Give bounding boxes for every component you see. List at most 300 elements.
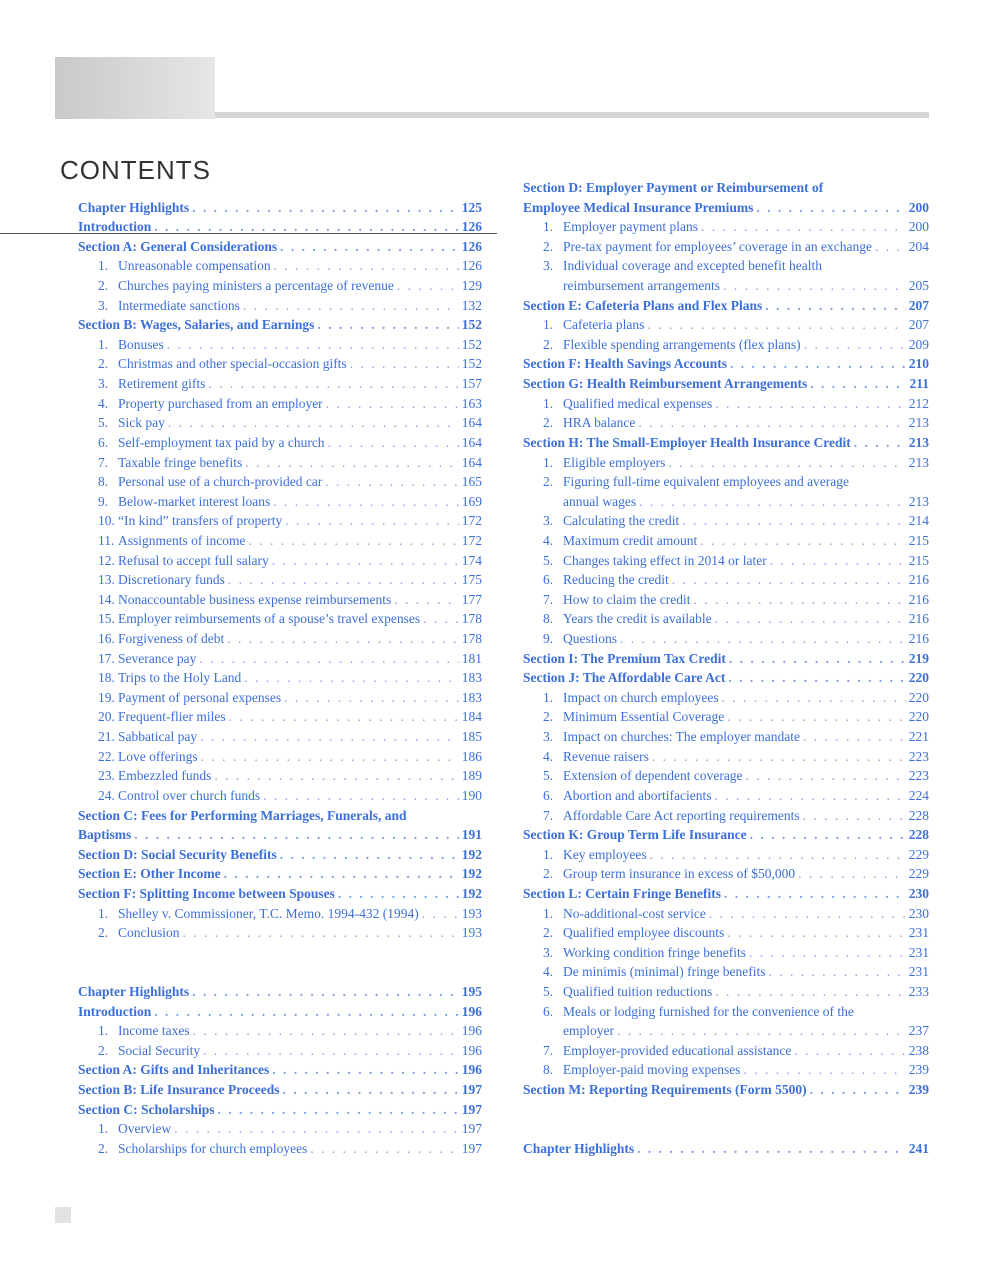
- toc-section-entry[interactable]: [523, 1141, 929, 1161]
- toc-item-entry[interactable]: [523, 729, 929, 749]
- dot-leader: [199, 651, 458, 667]
- dot-leader: [650, 847, 906, 863]
- toc-item-entry[interactable]: [523, 709, 929, 729]
- dot-leader: [749, 945, 906, 961]
- toc-page-number: 152: [461, 356, 482, 372]
- page-title: CONTENTS: [60, 155, 211, 185]
- dot-leader: [810, 376, 906, 392]
- toc-page-number: 196: [461, 1023, 482, 1039]
- toc-page-number: 207: [908, 317, 929, 333]
- dot-leader: [168, 415, 459, 431]
- dot-leader: [743, 1062, 905, 1078]
- dot-leader: [652, 749, 906, 765]
- toc-item-entry[interactable]: [78, 376, 482, 396]
- toc-item-number: 5.: [543, 552, 554, 568]
- toc-page-number: 185: [461, 729, 482, 745]
- dot-leader: [715, 984, 906, 1000]
- toc-page-number: 209: [908, 336, 929, 352]
- toc-item-entry[interactable]: [523, 553, 929, 573]
- toc-page-number: 191: [461, 827, 482, 843]
- toc-item-entry[interactable]: [523, 592, 929, 612]
- toc-page-number: 216: [908, 611, 929, 627]
- toc-page-number: 213: [908, 434, 929, 450]
- toc-section-entry[interactable]: [78, 827, 482, 847]
- toc-page-number: 197: [461, 1140, 482, 1156]
- toc-item-entry[interactable]: [523, 1062, 929, 1082]
- toc-entry-label: Pre-tax payment for employees’ coverage in an exchange: [563, 238, 872, 254]
- toc-entry-label: Figuring full-time equivalent employees and average: [563, 474, 850, 490]
- toc-entry-label: Section H: The Small-Employer Health Insurance Credit: [523, 434, 851, 450]
- toc-item-entry[interactable]: [78, 356, 482, 376]
- toc-item-number: 8.: [543, 1062, 554, 1078]
- toc-section-entry[interactable]: [78, 808, 482, 828]
- toc-item-entry[interactable]: [523, 572, 929, 592]
- toc-item-entry[interactable]: [78, 415, 482, 435]
- toc-entry-label: Impact on churches: The employer mandate: [563, 729, 801, 745]
- toc-section-entry[interactable]: [78, 239, 482, 259]
- toc-entry-label: Reducing the credit: [563, 572, 669, 588]
- toc-entry-label: Working condition fringe benefits: [563, 944, 746, 960]
- toc-item-number: 21.: [98, 729, 115, 745]
- toc-entry-label: Section F: Splitting Income between Spouses: [78, 885, 335, 901]
- toc-item-number: 6.: [543, 572, 554, 588]
- toc-entry-label: Introduction: [78, 219, 152, 235]
- toc-entry-label: Changes taking effect in 2014 or later: [563, 552, 767, 568]
- toc-item-entry[interactable]: [523, 749, 929, 769]
- toc-item-number: 5.: [543, 983, 554, 999]
- toc-section-entry[interactable]: [523, 1082, 929, 1102]
- toc-page-number: 169: [461, 493, 482, 509]
- dot-leader: [243, 298, 459, 314]
- toc-entry-label: Social Security: [118, 1042, 201, 1058]
- toc-item-entry[interactable]: [78, 298, 482, 318]
- toc-item-entry[interactable]: [78, 670, 482, 690]
- toc-page-number: 229: [908, 846, 929, 862]
- toc-item-entry[interactable]: [523, 984, 929, 1004]
- toc-item-number: 1.: [543, 905, 554, 921]
- toc-page-number: 197: [461, 1101, 482, 1117]
- toc-entry-label: Introduction: [78, 1003, 152, 1019]
- toc-entry-label: Churches paying ministers a percentage of revenue: [118, 278, 394, 294]
- toc-item-number: 1.: [543, 219, 554, 235]
- toc-section-entry[interactable]: [78, 1004, 482, 1024]
- dot-leader: [317, 317, 458, 333]
- toc-item-number: 1.: [98, 258, 109, 274]
- toc-item-entry[interactable]: [78, 435, 482, 455]
- toc-item-entry[interactable]: [78, 592, 482, 612]
- dot-leader: [701, 219, 906, 235]
- toc-item-entry[interactable]: [523, 513, 929, 533]
- dot-leader: [310, 1141, 458, 1157]
- toc-item-number: 8.: [98, 474, 109, 490]
- dot-leader: [249, 533, 459, 549]
- toc-page-number: 183: [461, 670, 482, 686]
- toc-entry-label: Section B: Wages, Salaries, and Earnings: [78, 317, 315, 333]
- toc-item-entry[interactable]: [523, 690, 929, 710]
- toc-item-entry[interactable]: [78, 729, 482, 749]
- toc-item-entry[interactable]: [78, 455, 482, 475]
- toc-entry-label: Section E: Other Income: [78, 866, 221, 882]
- toc-page-number: 224: [908, 787, 929, 803]
- toc-item-entry[interactable]: [78, 651, 482, 671]
- toc-section-entry[interactable]: [78, 219, 482, 239]
- toc-entry-label: employer: [563, 1023, 614, 1039]
- dot-leader: [723, 278, 906, 294]
- toc-item-entry[interactable]: [78, 925, 482, 945]
- toc-item-entry[interactable]: [78, 396, 482, 416]
- toc-item-entry[interactable]: [78, 1141, 482, 1161]
- dot-leader: [397, 278, 459, 294]
- toc-item-number: 2.: [543, 415, 554, 431]
- toc-section-entry[interactable]: [78, 1082, 482, 1102]
- toc-page-number: 181: [461, 650, 482, 666]
- toc-item-entry[interactable]: [523, 415, 929, 435]
- dot-leader: [803, 729, 906, 745]
- dot-leader: [280, 239, 459, 255]
- dot-leader: [637, 1141, 906, 1157]
- toc-item-number: 9.: [98, 493, 109, 509]
- toc-entry-label: HRA balance: [563, 415, 636, 431]
- toc-item-entry[interactable]: [523, 1004, 929, 1024]
- toc-page-number: 125: [461, 199, 482, 215]
- toc-entry-label: Refusal to accept full salary: [118, 552, 269, 568]
- toc-entry-label: Self-employment tax paid by a church: [118, 434, 325, 450]
- toc-entry-label: Sabbatical pay: [118, 729, 198, 745]
- toc-entry-label: Qualified tuition reductions: [563, 983, 713, 999]
- dot-leader: [728, 670, 905, 686]
- toc-entry-label: Discretionary funds: [118, 572, 225, 588]
- toc-item-entry[interactable]: [523, 1043, 929, 1063]
- toc-item-number: 18.: [98, 670, 115, 686]
- toc-right-column: [523, 180, 929, 1160]
- page-number-box: [55, 1207, 71, 1223]
- toc-item-number: 20.: [98, 709, 115, 725]
- toc-section-entry[interactable]: [78, 984, 482, 1004]
- toc-entry-label: Trips to the Holy Land: [118, 670, 242, 686]
- toc-entry-label: Chapter Highlights: [523, 1140, 635, 1156]
- dot-leader: [154, 1004, 458, 1020]
- dot-leader: [154, 219, 458, 235]
- toc-item-entry[interactable]: [78, 1121, 482, 1141]
- toc-item-entry[interactable]: [78, 1023, 482, 1043]
- toc-item-number: 23.: [98, 768, 115, 784]
- toc-page-number: 200: [908, 199, 929, 215]
- dot-leader: [672, 572, 906, 588]
- toc-item-entry[interactable]: [523, 631, 929, 651]
- toc-entry-label: Forgiveness of debt: [118, 631, 225, 647]
- toc-item-number: 2.: [543, 709, 554, 725]
- toc-item-entry[interactable]: [523, 964, 929, 984]
- dot-leader: [798, 866, 906, 882]
- toc-item-number: 17.: [98, 650, 115, 666]
- toc-entry-label: Property purchased from an employer: [118, 395, 323, 411]
- toc-entry-label: Section C: Scholarships: [78, 1101, 215, 1117]
- toc-item-entry[interactable]: [523, 396, 929, 416]
- toc-item-entry[interactable]: [523, 474, 929, 494]
- toc-item-number: 22.: [98, 748, 115, 764]
- toc-entry-label: Qualified medical expenses: [563, 395, 713, 411]
- dot-leader: [227, 631, 459, 647]
- toc-page-number: 165: [461, 474, 482, 490]
- dot-leader: [727, 709, 906, 725]
- toc-page-number: 193: [461, 905, 482, 921]
- toc-item-entry[interactable]: [78, 572, 482, 592]
- toc-item-number: 1.: [98, 905, 109, 921]
- toc-item-entry[interactable]: [523, 239, 929, 259]
- dot-leader: [668, 455, 905, 471]
- dot-leader: [768, 964, 905, 980]
- toc-item-number: 6.: [543, 1003, 554, 1019]
- toc-entry-label: Chapter Highlights: [78, 983, 190, 999]
- dot-leader: [715, 396, 906, 412]
- toc-item-number: 19.: [98, 689, 115, 705]
- dot-leader: [272, 1062, 458, 1078]
- toc-item-entry[interactable]: [78, 513, 482, 533]
- toc-item-number: 2.: [98, 925, 109, 941]
- dot-leader: [647, 317, 905, 333]
- toc-item-entry[interactable]: [78, 474, 482, 494]
- toc-item-entry[interactable]: [78, 788, 482, 808]
- toc-page-number: 228: [908, 807, 929, 823]
- toc-item-entry[interactable]: [523, 808, 929, 828]
- toc-item-number: 15.: [98, 611, 115, 627]
- toc-page-number: 220: [908, 670, 929, 686]
- toc-page-number: 197: [461, 1082, 482, 1098]
- toc-item-entry[interactable]: [78, 631, 482, 651]
- dot-leader: [214, 768, 458, 784]
- dot-leader: [394, 592, 458, 608]
- toc-item-entry[interactable]: [523, 278, 929, 298]
- toc-section-entry[interactable]: [523, 886, 929, 906]
- toc-item-entry[interactable]: [78, 553, 482, 573]
- toc-section-entry[interactable]: [523, 651, 929, 671]
- toc-item-number: 2.: [543, 238, 554, 254]
- dot-leader: [193, 1023, 459, 1039]
- toc-entry-label: “In kind” transfers of property: [118, 513, 283, 529]
- toc-section-entry[interactable]: [523, 200, 929, 220]
- toc-entry-label: Christmas and other special-occasion gifts: [118, 356, 347, 372]
- dot-leader: [192, 200, 459, 216]
- toc-entry-label: Years the credit is available: [563, 611, 712, 627]
- toc-page-number: 174: [461, 552, 482, 568]
- toc-page-number: 164: [461, 415, 482, 431]
- toc-item-number: 9.: [543, 631, 554, 647]
- toc-page-number: 241: [908, 1140, 929, 1156]
- dot-leader: [263, 788, 459, 804]
- toc-item-entry[interactable]: [78, 768, 482, 788]
- toc-section-entry[interactable]: [523, 435, 929, 455]
- toc-section-entry[interactable]: [78, 1102, 482, 1122]
- toc-item-number: 4.: [543, 748, 554, 764]
- dot-leader: [803, 808, 906, 824]
- toc-page-number: 152: [461, 317, 482, 333]
- dot-leader: [715, 611, 906, 627]
- toc-item-number: 1.: [98, 1121, 109, 1137]
- toc-item-entry[interactable]: [78, 690, 482, 710]
- toc-item-entry[interactable]: [78, 1043, 482, 1063]
- toc-item-entry[interactable]: [523, 945, 929, 965]
- toc-item-number: 6.: [98, 434, 109, 450]
- toc-page-number: 213: [908, 493, 929, 509]
- dot-leader: [730, 356, 906, 372]
- toc-entry-label: Conclusion: [118, 925, 180, 941]
- dot-leader: [422, 906, 459, 922]
- toc-page-number: 216: [908, 572, 929, 588]
- toc-item-entry[interactable]: [78, 709, 482, 729]
- toc-item-entry[interactable]: [523, 1023, 929, 1043]
- toc-item-number: 2.: [98, 278, 109, 294]
- toc-item-number: 10.: [98, 513, 115, 529]
- toc-page-number: 175: [461, 572, 482, 588]
- toc-item-entry[interactable]: [78, 258, 482, 278]
- toc-page-number: 215: [908, 552, 929, 568]
- toc-entry-label: Employer reimbursements of a spouse’s travel expenses: [118, 611, 421, 627]
- toc-section-entry[interactable]: [78, 200, 482, 220]
- dot-leader: [134, 827, 458, 843]
- toc-entry-label: Payment of personal expenses: [118, 689, 282, 705]
- toc-item-entry[interactable]: [523, 219, 929, 239]
- toc-section-entry[interactable]: [523, 376, 929, 396]
- toc-page-number: 220: [908, 689, 929, 705]
- dot-leader: [218, 1102, 459, 1118]
- toc-item-number: 7.: [543, 1042, 554, 1058]
- toc-page-number: 192: [461, 846, 482, 862]
- toc-section-entry[interactable]: [78, 847, 482, 867]
- toc-item-number: 3.: [543, 944, 554, 960]
- toc-entry-label: Intermediate sanctions: [118, 297, 240, 313]
- toc-page-number: 228: [908, 827, 929, 843]
- dot-leader: [693, 592, 905, 608]
- dot-leader: [617, 1023, 906, 1039]
- dot-leader: [423, 611, 459, 627]
- toc-page-number: 204: [908, 238, 929, 254]
- toc-item-number: 5.: [98, 415, 109, 431]
- dot-leader: [639, 494, 906, 510]
- toc-entry-label: No-additional-cost service: [563, 905, 706, 921]
- toc-section-entry[interactable]: [78, 886, 482, 906]
- dot-leader: [224, 866, 459, 882]
- toc-entry-label: Unreasonable compensation: [118, 258, 271, 274]
- toc-page-number: 216: [908, 591, 929, 607]
- toc-entry-label: Section I: The Premium Tax Credit: [523, 650, 726, 666]
- toc-item-entry[interactable]: [523, 925, 929, 945]
- toc-page-number: 196: [461, 1003, 482, 1019]
- toc-entry-label: Employee Medical Insurance Premiums: [523, 199, 754, 215]
- toc-item-entry[interactable]: [78, 906, 482, 926]
- toc-page-number: 230: [908, 885, 929, 901]
- toc-item-entry[interactable]: [78, 533, 482, 553]
- toc-page-number: 238: [908, 1042, 929, 1058]
- toc-item-entry[interactable]: [523, 866, 929, 886]
- toc-page-number: 200: [908, 219, 929, 235]
- toc-page-number: 196: [461, 1062, 482, 1078]
- toc-entry-label: Flexible spending arrangements (flex plans): [563, 336, 801, 352]
- toc-item-entry[interactable]: [78, 278, 482, 298]
- toc-item-entry[interactable]: [78, 611, 482, 631]
- toc-section-entry[interactable]: [78, 1062, 482, 1082]
- toc-page-number: 223: [908, 748, 929, 764]
- dot-leader: [714, 788, 905, 804]
- toc-item-number: 4.: [543, 964, 554, 980]
- dot-leader: [727, 925, 906, 941]
- toc-entry-label: Employer-paid moving expenses: [563, 1062, 741, 1078]
- toc-item-entry[interactable]: [78, 337, 482, 357]
- toc-section-entry[interactable]: [78, 866, 482, 886]
- toc-page-number: 177: [461, 591, 482, 607]
- dot-leader: [729, 651, 906, 667]
- toc-item-number: 7.: [543, 807, 554, 823]
- toc-item-entry[interactable]: [78, 494, 482, 514]
- toc-entry-label: annual wages: [563, 493, 637, 509]
- toc-entry-label: Key employees: [563, 846, 647, 862]
- toc-entry-label: Section A: Gifts and Inheritances: [78, 1062, 270, 1078]
- toc-item-entry[interactable]: [523, 337, 929, 357]
- toc-entry-label: Section M: Reporting Requirements (Form 5500): [523, 1082, 807, 1098]
- header-band: [55, 57, 215, 119]
- toc-entry-label: Section E: Cafeteria Plans and Flex Plans: [523, 297, 763, 313]
- toc-page-number: 157: [461, 376, 482, 392]
- toc-item-number: 14.: [98, 591, 115, 607]
- toc-item-number: 11.: [98, 532, 115, 548]
- toc-entry-label: Section D: Social Security Benefits: [78, 846, 277, 862]
- toc-item-entry[interactable]: [523, 906, 929, 926]
- toc-section-entry[interactable]: [523, 670, 929, 690]
- toc-page-number: 184: [461, 709, 482, 725]
- toc-section-entry[interactable]: [523, 827, 929, 847]
- toc-item-entry[interactable]: [78, 749, 482, 769]
- dot-leader: [228, 572, 459, 588]
- toc-page-number: 229: [908, 866, 929, 882]
- toc-section-entry[interactable]: [523, 356, 929, 376]
- toc-item-entry[interactable]: [523, 533, 929, 553]
- toc-section-entry[interactable]: [523, 180, 929, 200]
- dot-leader: [350, 356, 459, 372]
- toc-item-entry[interactable]: [523, 455, 929, 475]
- chapter-heading: [523, 1121, 929, 1141]
- toc-item-number: 1.: [543, 395, 554, 411]
- toc-entry-label: Retirement gifts: [118, 376, 206, 392]
- toc-item-number: 16.: [98, 631, 115, 647]
- dot-leader: [201, 749, 459, 765]
- toc-page-number: 230: [908, 905, 929, 921]
- toc-item-entry[interactable]: [523, 494, 929, 514]
- toc-item-entry[interactable]: [523, 847, 929, 867]
- toc-page-number: 233: [908, 983, 929, 999]
- toc-page-number: 163: [461, 395, 482, 411]
- toc-item-entry[interactable]: [523, 317, 929, 337]
- toc-item-number: 12.: [98, 552, 115, 568]
- toc-section-entry[interactable]: [523, 298, 929, 318]
- toc-page-number: 164: [461, 454, 482, 470]
- toc-entry-label: Scholarships for church employees: [118, 1140, 308, 1156]
- toc-entry-label: Overview: [118, 1121, 172, 1137]
- toc-item-entry[interactable]: [523, 611, 929, 631]
- toc-item-number: 24.: [98, 787, 115, 803]
- toc-item-number: 2.: [98, 1042, 109, 1058]
- dot-leader: [700, 533, 906, 549]
- toc-entry-label: Frequent-flier miles: [118, 709, 226, 725]
- toc-page-number: 221: [908, 729, 929, 745]
- toc-item-entry[interactable]: [523, 258, 929, 278]
- toc-item-entry[interactable]: [523, 768, 929, 788]
- toc-item-number: 1.: [543, 689, 554, 705]
- dot-leader: [273, 494, 459, 510]
- toc-page-number: 126: [461, 238, 482, 254]
- toc-page-number: 186: [461, 748, 482, 764]
- toc-item-entry[interactable]: [523, 788, 929, 808]
- toc-section-entry[interactable]: [78, 317, 482, 337]
- toc-page-number: 193: [461, 925, 482, 941]
